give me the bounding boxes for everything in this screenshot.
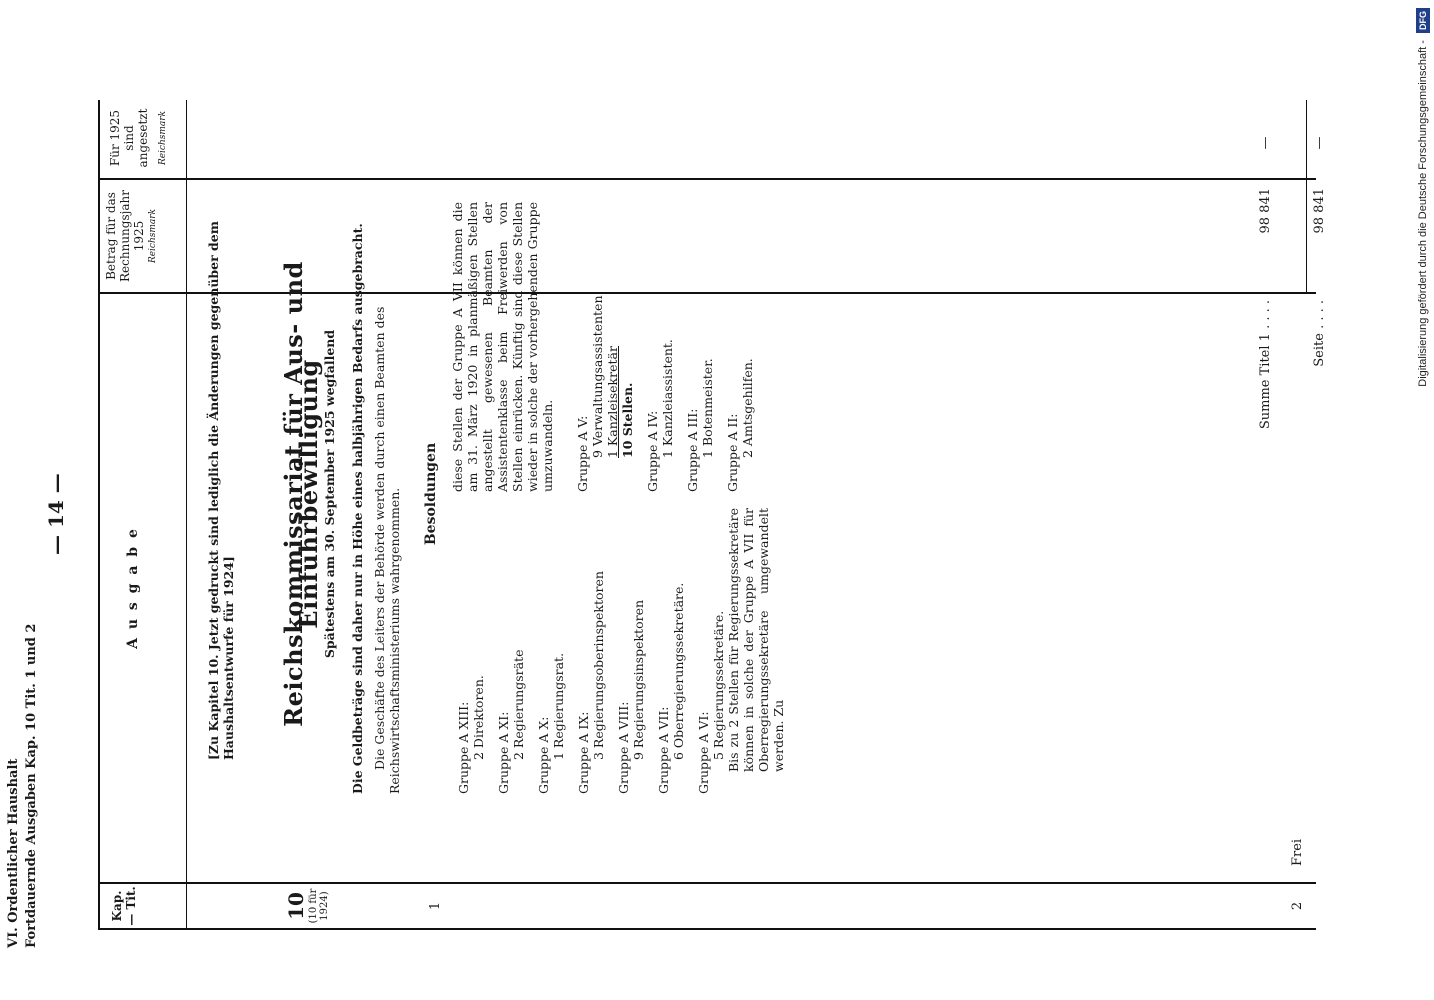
group-line: 1 Regierungsrat. — [551, 652, 566, 760]
right-paragraph: diese Stellen der Gruppe A VII können die am 31. März 1920 in planmäßigen Stellen angestellt gewesenen Beamten der Assistentenklasse beim Freiwerden von Stellen einrücken. Künftig sind diese Stellen wieder in solche der vorhergehenden Gruppe umzuwandeln. — [450, 202, 555, 492]
group-line: 6 Oberregierungssekretäre. — [671, 582, 686, 760]
group-label: Gruppe A V: — [575, 415, 590, 492]
group-line: 1 Kanzleiassistent. — [660, 339, 675, 458]
seite-rule — [1306, 100, 1307, 294]
group-a-xi — [496, 508, 526, 794]
besoldungen-heading: Besoldungen — [423, 442, 439, 546]
summe-titel-1-label: Summe Titel 1 . . . . — [1258, 300, 1273, 430]
group-label: Gruppe A X: — [536, 716, 551, 794]
group-a-x — [536, 508, 566, 794]
page-number: — 14 — — [44, 473, 68, 555]
fuer1925-header-line2: sind angesetzt — [122, 108, 150, 168]
group-a-v — [575, 202, 635, 492]
dfg-logo: DFG — [1416, 8, 1430, 33]
section-header: VI. Ordentlicher Haushalt — [6, 758, 21, 948]
fuer1925-header-line1: Für 1925 — [108, 109, 122, 167]
kap-number-cell — [284, 884, 330, 928]
betrag-unit: Reichsmark — [148, 208, 158, 264]
section-subtitle: Fortdauernde Ausgaben Kap. 10 Tit. 1 und 2 — [24, 623, 39, 948]
header-rule — [186, 100, 187, 930]
kap-note: (10 für 1924) — [308, 888, 330, 924]
kap-number: 10 — [284, 892, 308, 920]
group-line: 9 Regierungsinspektoren — [631, 599, 646, 760]
group-a-vi — [696, 508, 786, 794]
seite-value: 98 841 — [1312, 188, 1327, 234]
group-line: 5 Regierungssekretäre. — [711, 610, 726, 760]
chapter-title: Reichskommissariat für Aus- und Einfuhrbewilligung — [279, 261, 323, 727]
kap-tit-header: Kap. — Tit. — [110, 886, 138, 926]
tit-1-number: 1 — [428, 901, 443, 911]
ausgabe-header: A u s g a b e — [125, 527, 141, 649]
group-line: 2 Direktoren. — [471, 675, 486, 760]
groups-left — [446, 508, 786, 794]
group-a-vii — [656, 508, 686, 794]
group-a-ii — [725, 202, 755, 492]
chapter-subtitle: Spätestens am 30. September 1925 wegfallend — [322, 329, 337, 659]
group-label: Gruppe A III: — [685, 408, 700, 492]
group-line: 1 Kanzleisekretär — [605, 346, 620, 458]
fuer1925-header — [108, 98, 170, 178]
group-a-iv — [645, 202, 675, 492]
chapter-para-2: Die Geschäfte des Leiters der Behörde werden durch einen Beamten des Reichswirtschaftsministeriums wahrgenommen. — [372, 306, 402, 794]
group-a-ix — [576, 508, 606, 794]
fuer1925-rule — [98, 178, 1316, 180]
group-line: 9 Verwaltungsassistenten — [590, 295, 605, 458]
group-label: Gruppe A VI: — [696, 711, 711, 794]
fuer1925-unit: Reichsmark — [158, 110, 168, 166]
summe-titel-1-value: 98 841 — [1258, 188, 1273, 234]
group-label: Gruppe A IX: — [576, 711, 591, 794]
group-label: Gruppe A IV: — [645, 410, 660, 492]
group-label: Gruppe A XIII: — [456, 701, 471, 794]
groups-right — [450, 202, 755, 492]
group-a-viii — [616, 508, 646, 794]
kap-rule — [98, 882, 1316, 884]
chapter-para-1: Die Geldbeträge sind daher nur in Höhe eines halbjährigen Bedarfs ausgebracht. — [350, 223, 365, 794]
group-line: 3 Regierungsoberinspektoren — [591, 571, 606, 760]
betrag-header-line1: Betrag für das — [104, 192, 118, 280]
betrag-header-line3: 1925 — [132, 220, 146, 252]
group-line: Bis zu 2 Stellen für Regierungssekretäre können in solche der Gruppe A VII für Oberregierungssekretäre umgewandelt werden. Zu — [726, 508, 786, 772]
tit-2-number: 2 — [1290, 901, 1305, 911]
group-label: Gruppe A XI: — [496, 711, 511, 794]
credit-text: Digitalisierung gefördert durch die Deutsche Forschungsgemeinschaft - — [1417, 40, 1429, 387]
betrag-header-line2: Rechnungsjahr — [118, 190, 132, 282]
table-top-rule — [98, 100, 100, 930]
seite-1925: — — [1312, 136, 1327, 150]
chapter-note: [Zu Kapitel 10. Jetzt gedruckt sind lediglich die Änderungen gegenüber dem Haushaltsentwurfe für 1924] — [206, 221, 236, 760]
left-rule — [98, 928, 1316, 930]
group-line: 10 Stellen. — [620, 382, 635, 458]
seite-label: Seite . . . . — [1312, 300, 1327, 367]
group-label: Gruppe A VII: — [656, 706, 671, 794]
group-line: 1 Botenmeister. — [700, 358, 715, 458]
group-line: 2 Amtsgehilfen. — [740, 358, 755, 458]
tit-2-text: Frei — [1290, 838, 1305, 866]
betrag-header — [104, 180, 160, 292]
group-a-iii — [685, 202, 715, 492]
digitization-credit — [1412, 0, 1434, 1000]
group-label: Gruppe A VIII: — [616, 701, 631, 794]
group-label: Gruppe A II: — [725, 413, 740, 492]
group-a-xiii — [456, 508, 486, 794]
group-line: 2 Regierungsräte — [511, 649, 526, 760]
summe-titel-1-1925: — — [1258, 136, 1273, 150]
